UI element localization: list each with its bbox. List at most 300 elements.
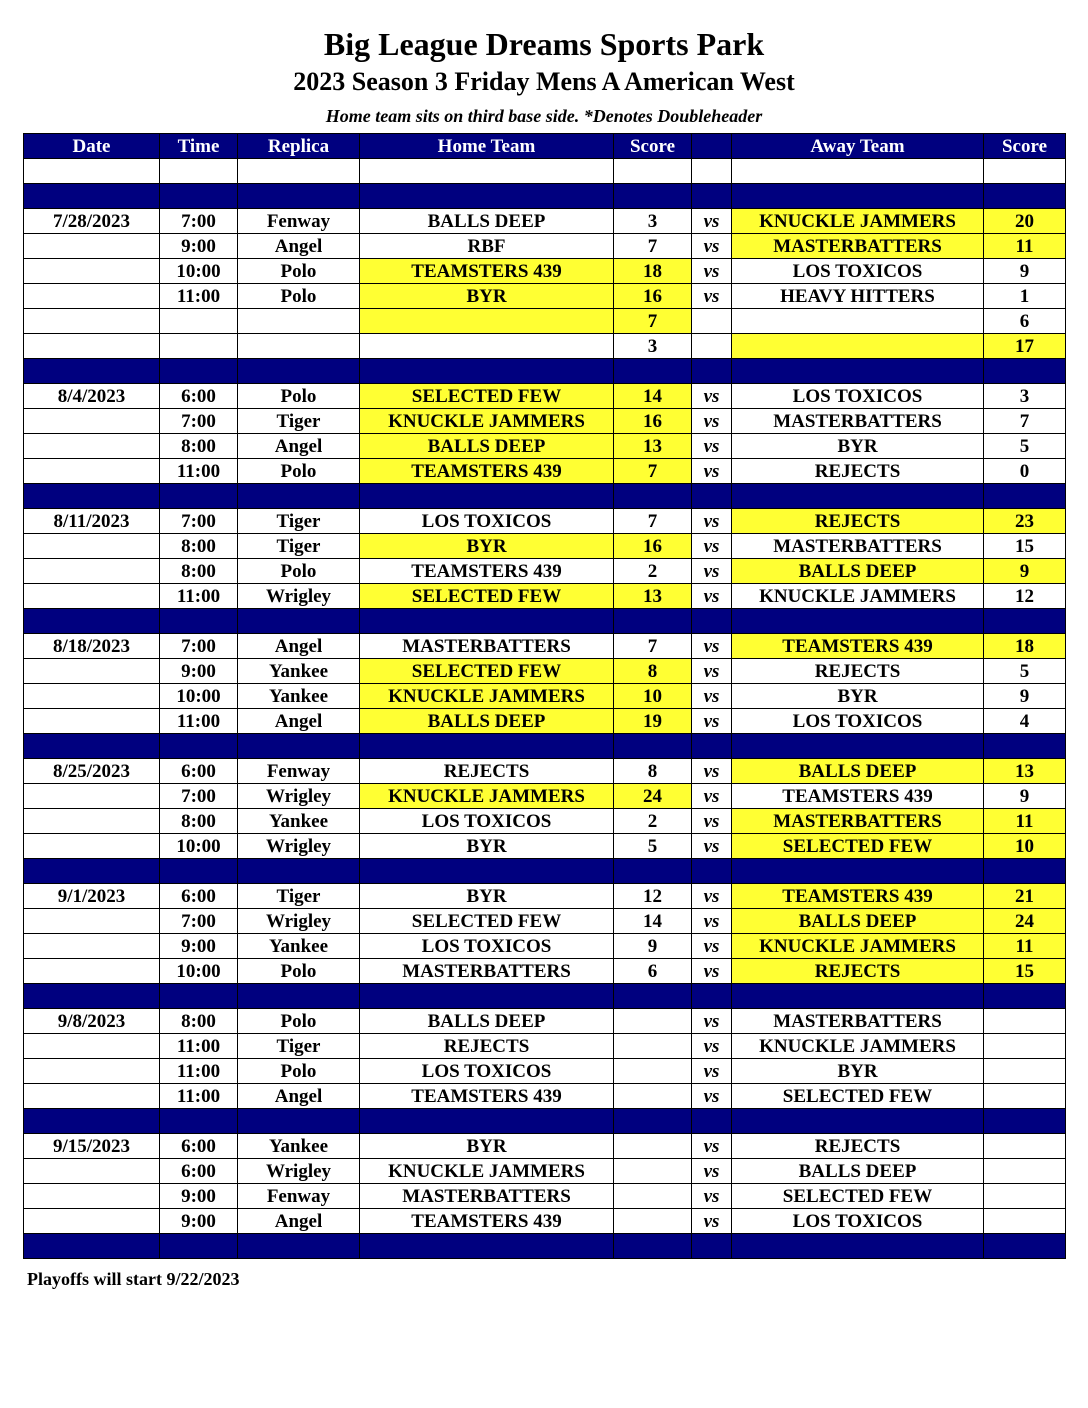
date-cell: 9/1/2023 [24, 884, 160, 909]
replica-cell: Angel [238, 234, 360, 259]
home-score-cell: 16 [614, 409, 692, 434]
vs-cell [692, 334, 732, 359]
vs-cell: vs [692, 884, 732, 909]
away-score-cell: 9 [984, 259, 1066, 284]
away-team-cell: REJECTS [732, 459, 984, 484]
home-team-cell: BALLS DEEP [360, 434, 614, 459]
home-score-cell [614, 1059, 692, 1084]
time-cell: 9:00 [160, 659, 238, 684]
date-cell: 7/28/2023 [24, 209, 160, 234]
home-score-cell: 2 [614, 809, 692, 834]
away-score-cell: 24 [984, 909, 1066, 934]
away-team-cell: LOS TOXICOS [732, 384, 984, 409]
away-team-cell [732, 859, 984, 884]
date-cell [24, 1234, 160, 1259]
home-team-cell [360, 359, 614, 384]
replica-cell: Angel [238, 709, 360, 734]
replica-cell [238, 1234, 360, 1259]
vs-cell: vs [692, 909, 732, 934]
date-cell: 8/18/2023 [24, 634, 160, 659]
away-team-cell: REJECTS [732, 659, 984, 684]
home-score-cell: 18 [614, 259, 692, 284]
replica-cell [238, 159, 360, 184]
home-score-cell [614, 1084, 692, 1109]
away-team-cell: TEAMSTERS 439 [732, 884, 984, 909]
home-score-cell: 13 [614, 434, 692, 459]
home-team-cell: LOS TOXICOS [360, 934, 614, 959]
home-team-cell: BALLS DEEP [360, 1009, 614, 1034]
vs-cell: vs [692, 959, 732, 984]
table-row [24, 209, 1066, 234]
away-score-cell [984, 984, 1066, 1009]
time-cell: 9:00 [160, 1209, 238, 1234]
home-score-cell [614, 1109, 692, 1134]
table-row [24, 234, 1066, 259]
time-cell: 7:00 [160, 509, 238, 534]
schedule-body [24, 159, 1066, 1259]
away-score-cell [984, 1084, 1066, 1109]
time-cell: 8:00 [160, 1009, 238, 1034]
away-team-cell [732, 334, 984, 359]
table-row [24, 659, 1066, 684]
table-row [24, 809, 1066, 834]
home-team-cell [360, 159, 614, 184]
away-team-cell [732, 184, 984, 209]
time-cell: 11:00 [160, 1084, 238, 1109]
home-score-cell: 13 [614, 584, 692, 609]
home-team-cell: MASTERBATTERS [360, 959, 614, 984]
vs-cell: vs [692, 584, 732, 609]
home-team-cell: BYR [360, 284, 614, 309]
away-team-cell: KNUCKLE JAMMERS [732, 1034, 984, 1059]
replica-cell: Polo [238, 459, 360, 484]
time-cell: 9:00 [160, 234, 238, 259]
home-team-cell: REJECTS [360, 759, 614, 784]
away-score-cell: 15 [984, 534, 1066, 559]
away-team-cell: BALLS DEEP [732, 909, 984, 934]
table-row [24, 1034, 1066, 1059]
vs-cell [692, 159, 732, 184]
replica-cell: Polo [238, 1059, 360, 1084]
home-team-cell [360, 334, 614, 359]
away-score-cell [984, 184, 1066, 209]
date-cell [24, 1109, 160, 1134]
replica-cell: Yankee [238, 1134, 360, 1159]
home-team-cell: SELECTED FEW [360, 909, 614, 934]
header-home-score: Score [614, 134, 692, 159]
home-team-cell: TEAMSTERS 439 [360, 259, 614, 284]
replica-cell: Polo [238, 559, 360, 584]
home-team-cell: BYR [360, 884, 614, 909]
time-cell: 11:00 [160, 709, 238, 734]
spacer-row [24, 984, 1066, 1009]
table-row [24, 634, 1066, 659]
home-team-cell [360, 609, 614, 634]
away-score-cell: 11 [984, 234, 1066, 259]
date-cell [24, 1084, 160, 1109]
away-score-cell [984, 609, 1066, 634]
home-score-cell: 8 [614, 659, 692, 684]
home-score-cell [614, 1234, 692, 1259]
replica-cell: Tiger [238, 409, 360, 434]
date-cell [24, 359, 160, 384]
replica-cell [238, 184, 360, 209]
time-cell: 11:00 [160, 584, 238, 609]
date-cell [24, 309, 160, 334]
away-team-cell: REJECTS [732, 509, 984, 534]
away-score-cell: 9 [984, 684, 1066, 709]
away-score-cell: 17 [984, 334, 1066, 359]
time-cell: 11:00 [160, 1034, 238, 1059]
table-row [24, 709, 1066, 734]
date-cell: 8/4/2023 [24, 384, 160, 409]
time-cell [160, 359, 238, 384]
spacer-row [24, 1234, 1066, 1259]
replica-cell [238, 334, 360, 359]
date-cell [24, 859, 160, 884]
page-subtitle: 2023 Season 3 Friday Mens A American West [293, 67, 795, 96]
vs-cell [692, 859, 732, 884]
spacer-row [24, 1109, 1066, 1134]
schedule-note: Home team sits on third base side. *Denotes Doubleheader [325, 106, 763, 126]
spacer-row [24, 484, 1066, 509]
away-score-cell: 9 [984, 559, 1066, 584]
time-cell: 7:00 [160, 909, 238, 934]
home-team-cell [360, 734, 614, 759]
away-score-cell [984, 1134, 1066, 1159]
time-cell [160, 334, 238, 359]
time-cell: 7:00 [160, 634, 238, 659]
table-row [24, 884, 1066, 909]
table-row [24, 459, 1066, 484]
time-cell [160, 609, 238, 634]
time-cell [160, 859, 238, 884]
header-date: Date [24, 134, 160, 159]
table-row [24, 434, 1066, 459]
replica-cell: Angel [238, 1084, 360, 1109]
vs-cell: vs [692, 209, 732, 234]
spacer-row [24, 859, 1066, 884]
away-team-cell: SELECTED FEW [732, 1084, 984, 1109]
away-team-cell: BYR [732, 1059, 984, 1084]
home-team-cell: BALLS DEEP [360, 709, 614, 734]
home-score-cell [614, 1009, 692, 1034]
home-score-cell [614, 734, 692, 759]
home-team-cell: KNUCKLE JAMMERS [360, 784, 614, 809]
away-team-cell: REJECTS [732, 1134, 984, 1159]
home-score-cell: 14 [614, 909, 692, 934]
vs-cell: vs [692, 384, 732, 409]
spacer-row [24, 734, 1066, 759]
vs-cell [692, 1109, 732, 1134]
time-cell [160, 184, 238, 209]
date-cell [24, 584, 160, 609]
replica-cell: Yankee [238, 809, 360, 834]
home-score-cell [614, 1134, 692, 1159]
time-cell [160, 734, 238, 759]
home-score-cell: 19 [614, 709, 692, 734]
date-cell [24, 609, 160, 634]
time-cell: 6:00 [160, 1159, 238, 1184]
time-cell: 10:00 [160, 684, 238, 709]
vs-cell: vs [692, 1209, 732, 1234]
time-cell: 10:00 [160, 959, 238, 984]
home-team-cell [360, 984, 614, 1009]
vs-cell: vs [692, 1009, 732, 1034]
replica-cell: Wrigley [238, 584, 360, 609]
table-row [24, 759, 1066, 784]
date-cell [24, 259, 160, 284]
home-score-cell: 3 [614, 334, 692, 359]
away-team-cell: MASTERBATTERS [732, 234, 984, 259]
away-score-cell: 12 [984, 584, 1066, 609]
playoffs-note: Playoffs will start 9/22/2023 [27, 1269, 240, 1289]
replica-cell: Polo [238, 959, 360, 984]
replica-cell [238, 734, 360, 759]
replica-cell [238, 309, 360, 334]
away-score-cell: 5 [984, 659, 1066, 684]
time-cell: 11:00 [160, 459, 238, 484]
home-score-cell [614, 184, 692, 209]
replica-cell: Tiger [238, 1034, 360, 1059]
home-team-cell: SELECTED FEW [360, 584, 614, 609]
home-team-cell: TEAMSTERS 439 [360, 1084, 614, 1109]
home-score-cell: 2 [614, 559, 692, 584]
home-score-cell [614, 1159, 692, 1184]
table-row [24, 684, 1066, 709]
date-cell [24, 1184, 160, 1209]
replica-cell [238, 1109, 360, 1134]
replica-cell: Polo [238, 1009, 360, 1034]
date-cell: 9/8/2023 [24, 1009, 160, 1034]
home-score-cell [614, 1184, 692, 1209]
away-team-cell: KNUCKLE JAMMERS [732, 584, 984, 609]
replica-cell: Polo [238, 284, 360, 309]
vs-cell [692, 609, 732, 634]
replica-cell: Yankee [238, 659, 360, 684]
home-team-cell: KNUCKLE JAMMERS [360, 409, 614, 434]
time-cell: 11:00 [160, 1059, 238, 1084]
time-cell: 8:00 [160, 809, 238, 834]
home-score-cell: 8 [614, 759, 692, 784]
away-team-cell: TEAMSTERS 439 [732, 784, 984, 809]
vs-cell [692, 1234, 732, 1259]
replica-cell: Angel [238, 634, 360, 659]
vs-cell: vs [692, 534, 732, 559]
vs-cell: vs [692, 509, 732, 534]
time-cell: 8:00 [160, 434, 238, 459]
vs-cell: vs [692, 834, 732, 859]
time-cell: 10:00 [160, 834, 238, 859]
home-team-cell: BYR [360, 834, 614, 859]
home-score-cell: 7 [614, 459, 692, 484]
away-score-cell: 7 [984, 409, 1066, 434]
home-score-cell [614, 1034, 692, 1059]
replica-cell: Angel [238, 1209, 360, 1234]
away-score-cell [984, 1159, 1066, 1184]
schedule-table [23, 133, 1066, 1259]
away-team-cell: REJECTS [732, 959, 984, 984]
away-score-cell: 4 [984, 709, 1066, 734]
table-row [24, 1084, 1066, 1109]
home-team-cell: KNUCKLE JAMMERS [360, 1159, 614, 1184]
away-score-cell [984, 159, 1066, 184]
vs-cell: vs [692, 1184, 732, 1209]
home-team-cell [360, 309, 614, 334]
home-score-cell: 5 [614, 834, 692, 859]
replica-cell [238, 859, 360, 884]
table-row [24, 559, 1066, 584]
replica-cell: Fenway [238, 209, 360, 234]
time-cell: 8:00 [160, 559, 238, 584]
vs-cell: vs [692, 1084, 732, 1109]
replica-cell: Wrigley [238, 834, 360, 859]
vs-cell [692, 984, 732, 1009]
table-row [24, 1009, 1066, 1034]
home-score-cell: 10 [614, 684, 692, 709]
date-cell [24, 784, 160, 809]
date-cell [24, 1059, 160, 1084]
replica-cell [238, 609, 360, 634]
date-cell [24, 484, 160, 509]
home-team-cell: SELECTED FEW [360, 659, 614, 684]
away-team-cell: MASTERBATTERS [732, 534, 984, 559]
home-team-cell: REJECTS [360, 1034, 614, 1059]
home-team-cell: BYR [360, 1134, 614, 1159]
away-team-cell [732, 1234, 984, 1259]
replica-cell: Polo [238, 384, 360, 409]
replica-cell: Tiger [238, 884, 360, 909]
date-cell [24, 809, 160, 834]
header-replica: Replica [238, 134, 360, 159]
home-score-cell: 7 [614, 234, 692, 259]
date-cell [24, 409, 160, 434]
date-cell [24, 909, 160, 934]
table-row [24, 834, 1066, 859]
home-team-cell: KNUCKLE JAMMERS [360, 684, 614, 709]
home-team-cell [360, 484, 614, 509]
date-cell [24, 1034, 160, 1059]
date-cell: 9/15/2023 [24, 1134, 160, 1159]
home-team-cell: MASTERBATTERS [360, 1184, 614, 1209]
time-cell: 7:00 [160, 409, 238, 434]
time-cell [160, 1234, 238, 1259]
blank-row [24, 159, 1066, 184]
away-score-cell: 1 [984, 284, 1066, 309]
away-score-cell: 15 [984, 959, 1066, 984]
vs-cell: vs [692, 559, 732, 584]
home-team-cell: LOS TOXICOS [360, 809, 614, 834]
home-score-cell: 12 [614, 884, 692, 909]
vs-cell [692, 734, 732, 759]
replica-cell: Polo [238, 259, 360, 284]
vs-cell: vs [692, 784, 732, 809]
away-score-cell: 11 [984, 809, 1066, 834]
replica-cell [238, 984, 360, 1009]
time-cell [160, 484, 238, 509]
replica-cell: Wrigley [238, 784, 360, 809]
replica-cell: Wrigley [238, 1159, 360, 1184]
away-team-cell [732, 609, 984, 634]
home-score-cell: 14 [614, 384, 692, 409]
page-title: Big League Dreams Sports Park [323, 26, 765, 62]
table-row [24, 384, 1066, 409]
table-row [24, 534, 1066, 559]
vs-cell [692, 184, 732, 209]
away-team-cell: LOS TOXICOS [732, 1209, 984, 1234]
time-cell: 9:00 [160, 1184, 238, 1209]
table-row [24, 934, 1066, 959]
away-team-cell: LOS TOXICOS [732, 259, 984, 284]
home-team-cell: TEAMSTERS 439 [360, 1209, 614, 1234]
date-cell [24, 1159, 160, 1184]
date-cell [24, 234, 160, 259]
header-time: Time [160, 134, 238, 159]
header-row [24, 134, 1066, 159]
away-score-cell: 18 [984, 634, 1066, 659]
date-cell [24, 959, 160, 984]
header-away-team: Away Team [732, 134, 984, 159]
away-score-cell: 13 [984, 759, 1066, 784]
away-score-cell [984, 1034, 1066, 1059]
away-score-cell [984, 1059, 1066, 1084]
date-cell [24, 684, 160, 709]
home-score-cell: 3 [614, 209, 692, 234]
away-team-cell: KNUCKLE JAMMERS [732, 209, 984, 234]
table-row [24, 334, 1066, 359]
home-score-cell: 24 [614, 784, 692, 809]
away-team-cell: BALLS DEEP [732, 1159, 984, 1184]
table-row [24, 1184, 1066, 1209]
home-score-cell [614, 359, 692, 384]
away-team-cell [732, 1109, 984, 1134]
vs-cell: vs [692, 1159, 732, 1184]
away-team-cell: SELECTED FEW [732, 1184, 984, 1209]
away-score-cell: 6 [984, 309, 1066, 334]
replica-cell: Wrigley [238, 909, 360, 934]
away-team-cell [732, 484, 984, 509]
vs-cell: vs [692, 684, 732, 709]
home-score-cell [614, 1209, 692, 1234]
home-team-cell: SELECTED FEW [360, 384, 614, 409]
table-row [24, 959, 1066, 984]
date-cell [24, 534, 160, 559]
vs-cell: vs [692, 459, 732, 484]
date-cell [24, 559, 160, 584]
time-cell: 6:00 [160, 1134, 238, 1159]
time-cell: 8:00 [160, 534, 238, 559]
vs-cell: vs [692, 1134, 732, 1159]
home-team-cell: BYR [360, 534, 614, 559]
vs-cell [692, 484, 732, 509]
time-cell: 11:00 [160, 284, 238, 309]
table-row [24, 1159, 1066, 1184]
vs-cell: vs [692, 759, 732, 784]
away-score-cell [984, 1209, 1066, 1234]
away-team-cell [732, 309, 984, 334]
away-team-cell: BALLS DEEP [732, 559, 984, 584]
home-team-cell: MASTERBATTERS [360, 634, 614, 659]
home-score-cell [614, 984, 692, 1009]
away-team-cell: BALLS DEEP [732, 759, 984, 784]
away-team-cell [732, 159, 984, 184]
replica-cell: Fenway [238, 759, 360, 784]
time-cell [160, 309, 238, 334]
home-team-cell: BALLS DEEP [360, 209, 614, 234]
away-team-cell: MASTERBATTERS [732, 1009, 984, 1034]
spacer-row [24, 359, 1066, 384]
home-score-cell: 7 [614, 309, 692, 334]
